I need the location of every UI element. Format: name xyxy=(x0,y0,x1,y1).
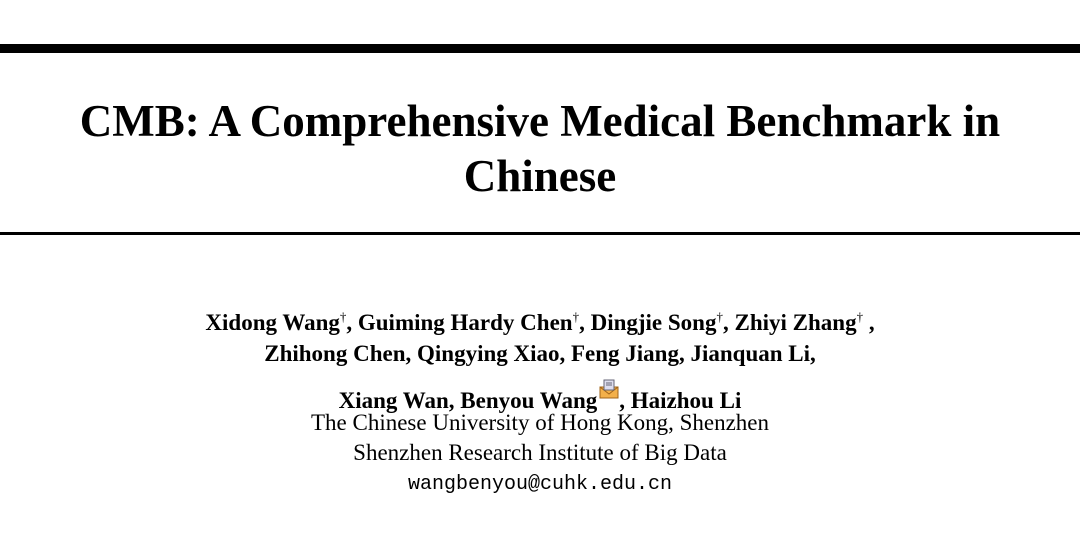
author: Xidong Wang xyxy=(205,310,340,335)
paper-title xyxy=(0,94,1080,204)
author: Dingjie Song xyxy=(590,310,717,335)
bottom-rule xyxy=(0,232,1080,235)
equal-contribution-mark: † xyxy=(339,309,347,324)
author: Zhiyi Zhang xyxy=(734,310,857,335)
author: Guiming Hardy Chen xyxy=(357,310,573,335)
equal-contribution-mark: † xyxy=(716,309,723,324)
authors-line-2: Zhihong Chen, Qingying Xiao, Feng Jiang, Jianquan Li, xyxy=(264,341,816,366)
affiliation-1: The Chinese University of Hong Kong, Shenzhen xyxy=(310,410,769,435)
equal-contribution-mark: † xyxy=(572,309,580,324)
email-link[interactable]: wangbenyou@cuhk.edu.cn xyxy=(407,473,673,496)
authors-text: , Haizhou Li xyxy=(619,388,742,413)
title-line-2: Chinese xyxy=(463,151,617,201)
equal-contribution-mark: † xyxy=(856,309,864,324)
authors-text: Xiang Wan, Benyou Wang xyxy=(338,388,598,413)
authors-line-3 xyxy=(0,379,1080,414)
envelope-icon xyxy=(599,379,619,399)
affiliation-2: Shenzhen Research Institute of Big Data xyxy=(353,440,727,465)
authors-line-1: Xidong Wang†, Guiming Hardy Chen†, Dingjie Song†, Zhiyi Zhang† , xyxy=(205,309,875,335)
title-line-1: CMB: A Comprehensive Medical Benchmark in xyxy=(79,96,1001,146)
top-rule xyxy=(0,44,1080,53)
